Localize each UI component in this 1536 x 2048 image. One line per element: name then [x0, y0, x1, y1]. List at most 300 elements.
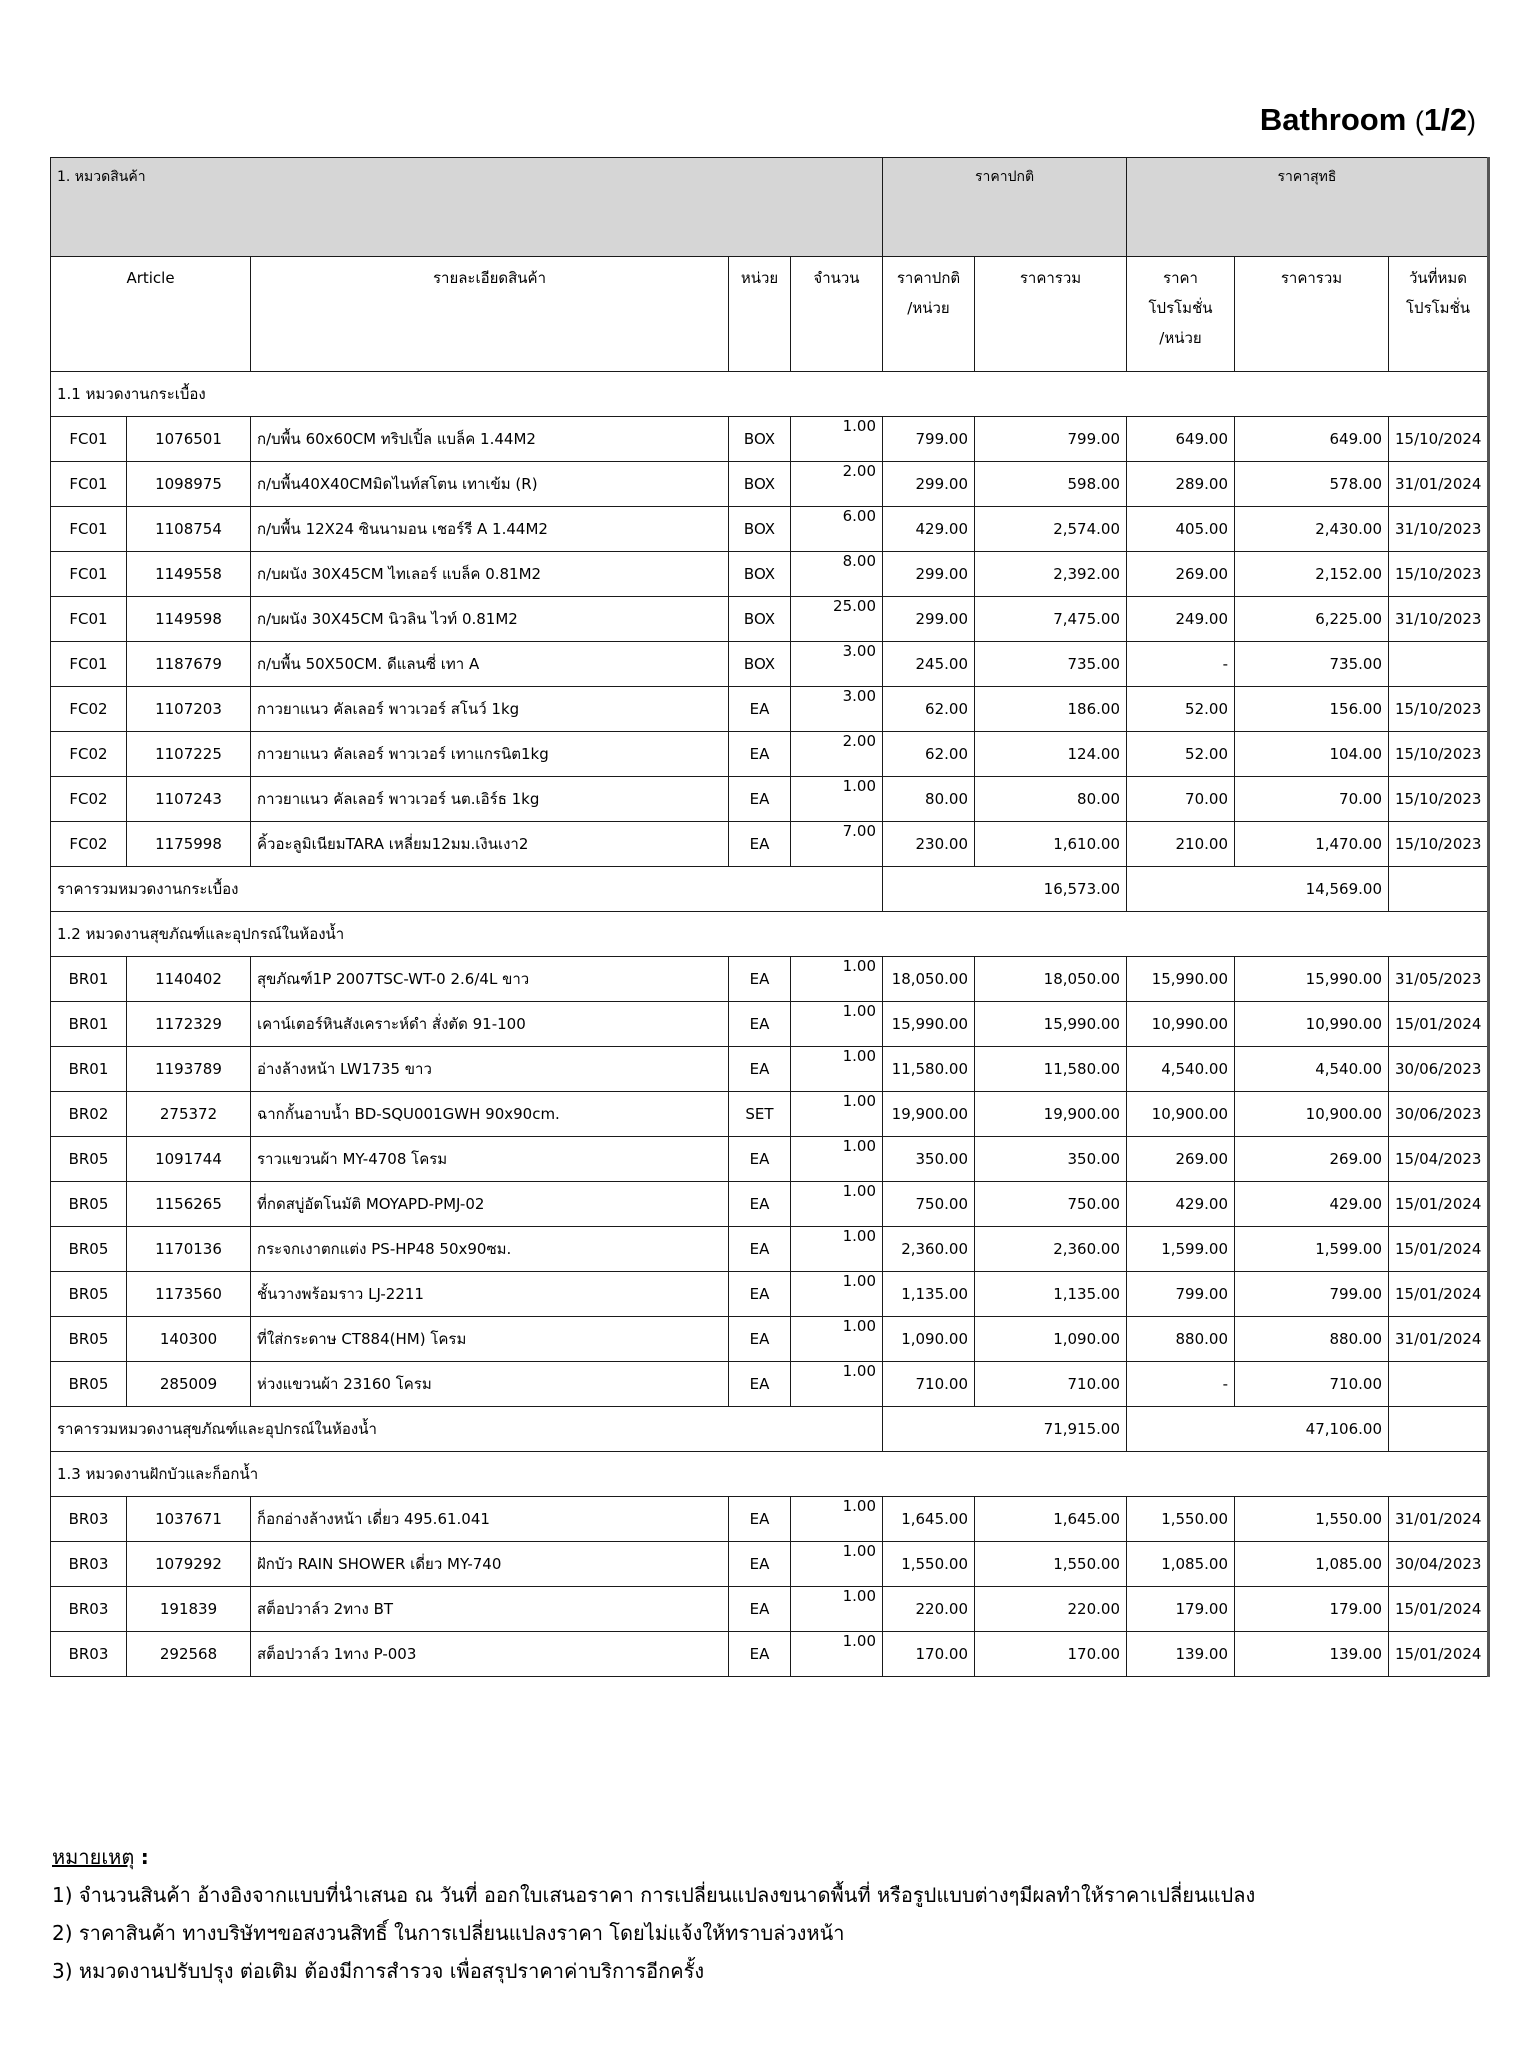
category-code: BR03 [51, 1632, 127, 1677]
article-number: 140300 [127, 1317, 251, 1362]
article-number: 1172329 [127, 1002, 251, 1047]
subtotal-row [51, 867, 1489, 912]
note-item: 3) หมวดงานปรับปรุง ต่อเติม ต้องมีการสำรวจ เพื่อสรุปราคาค่าบริการอีกครั้ง [52, 1959, 705, 1983]
promo-price: 15,990.00 [1127, 957, 1235, 1002]
item-description: กาวยาแนว คัลเลอร์ พาวเวอร์ นต.เอิร์ธ 1kg [251, 777, 729, 822]
item-unit: EA [729, 1272, 791, 1317]
article-number: 1108754 [127, 507, 251, 552]
net-total: 578.00 [1235, 462, 1389, 507]
item-qty: 1.00 [791, 1587, 883, 1632]
item-qty: 1.00 [791, 1002, 883, 1047]
item-unit: BOX [729, 417, 791, 462]
net-total: 139.00 [1235, 1632, 1389, 1677]
total-price: 220.00 [975, 1587, 1127, 1632]
net-total: 735.00 [1235, 642, 1389, 687]
item-description: ฉากกั้นอาบน้ำ BD-SQU001GWH 90x90cm. [251, 1092, 729, 1137]
net-total: 710.00 [1235, 1362, 1389, 1407]
unit-price: 429.00 [883, 507, 975, 552]
category-code: FC01 [51, 507, 127, 552]
item-unit: EA [729, 1542, 791, 1587]
promo-price: - [1127, 642, 1235, 687]
item-description: ก/บผนัง 30X45CM นิวลิน ไวท์ 0.81M2 [251, 597, 729, 642]
total-price: 124.00 [975, 732, 1127, 777]
total-price: 7,475.00 [975, 597, 1127, 642]
unit-price: 245.00 [883, 642, 975, 687]
article-number: 1156265 [127, 1182, 251, 1227]
page-title-close-paren: ) [1467, 106, 1476, 136]
section-header-row [51, 912, 1489, 957]
promo-end-date: 15/10/2023 [1389, 552, 1489, 597]
promo-end-date: 31/10/2023 [1389, 507, 1489, 552]
table-row [51, 552, 1489, 597]
item-qty: 25.00 [791, 597, 883, 642]
total-price: 2,392.00 [975, 552, 1127, 597]
item-unit: BOX [729, 552, 791, 597]
item-qty: 1.00 [791, 417, 883, 462]
table-row [51, 507, 1489, 552]
column-header-row [51, 257, 1489, 372]
net-total: 179.00 [1235, 1587, 1389, 1632]
net-total: 2,152.00 [1235, 552, 1389, 597]
category-code: BR05 [51, 1362, 127, 1407]
unit-price: 1,090.00 [883, 1317, 975, 1362]
article-number: 1187679 [127, 642, 251, 687]
promo-price: 4,540.00 [1127, 1047, 1235, 1092]
unit-price: 299.00 [883, 597, 975, 642]
note-item: 1) จำนวนสินค้า อ้างอิงจากแบบที่นำเสนอ ณ วันที่ ออกใบเสนอราคา การเปลี่ยนแปลงขนาดพื้นที่ หรือรูปแบบต่างๆมีผลทำให้ราคาเปลี่ยนแปลง [52, 1883, 1256, 1907]
promo-end-date: 31/01/2024 [1389, 462, 1489, 507]
promo-end-date: 15/10/2023 [1389, 732, 1489, 777]
quotation-table [50, 157, 1490, 1677]
category-code: BR05 [51, 1227, 127, 1272]
table-row [51, 1137, 1489, 1182]
unit-price: 350.00 [883, 1137, 975, 1182]
item-qty: 3.00 [791, 642, 883, 687]
unit-price: 15,990.00 [883, 1002, 975, 1047]
promo-end-date: 15/01/2024 [1389, 1002, 1489, 1047]
total-price: 598.00 [975, 462, 1127, 507]
item-qty: 1.00 [791, 1362, 883, 1407]
item-unit: EA [729, 1182, 791, 1227]
item-description: ราวแขวนผ้า MY-4708 โครม [251, 1137, 729, 1182]
unit-price: 1,550.00 [883, 1542, 975, 1587]
table-row [51, 1182, 1489, 1227]
page-title-open-paren: ( [1414, 106, 1424, 136]
promo-end-date: 30/06/2023 [1389, 1092, 1489, 1137]
table-row [51, 1632, 1489, 1677]
promo-price: 10,900.00 [1127, 1092, 1235, 1137]
promo-price: 649.00 [1127, 417, 1235, 462]
subtotal-label: ราคารวมหมวดงานสุขภัณฑ์และอุปกรณ์ในห้องน้ำ [51, 1407, 883, 1452]
promo-end-date: 15/01/2024 [1389, 1182, 1489, 1227]
promo-end-date: 30/06/2023 [1389, 1047, 1489, 1092]
article-number: 1149598 [127, 597, 251, 642]
item-unit: SET [729, 1092, 791, 1137]
table-row [51, 1317, 1489, 1362]
promo-end-date: 15/04/2023 [1389, 1137, 1489, 1182]
promo-end-date [1389, 642, 1489, 687]
notes-colon: : [140, 1845, 149, 1869]
unit-price: 750.00 [883, 1182, 975, 1227]
table-row [51, 732, 1489, 777]
item-unit: EA [729, 1317, 791, 1362]
net-total: 880.00 [1235, 1317, 1389, 1362]
item-qty: 1.00 [791, 1272, 883, 1317]
subtotal-total: 16,573.00 [883, 867, 1127, 912]
net-total: 6,225.00 [1235, 597, 1389, 642]
unit-price: 230.00 [883, 822, 975, 867]
item-unit: EA [729, 777, 791, 822]
page-title-main: Bathroom [1259, 102, 1407, 137]
promo-end-date: 15/01/2024 [1389, 1632, 1489, 1677]
category-code: BR05 [51, 1137, 127, 1182]
total-price: 186.00 [975, 687, 1127, 732]
item-qty: 3.00 [791, 687, 883, 732]
category-code: BR03 [51, 1542, 127, 1587]
col-promo-end: วันที่หมด โปรโมชั่น [1389, 257, 1489, 372]
item-qty: 1.00 [791, 1137, 883, 1182]
net-total: 104.00 [1235, 732, 1389, 777]
net-total: 1,085.00 [1235, 1542, 1389, 1587]
item-qty: 1.00 [791, 1092, 883, 1137]
item-unit: EA [729, 732, 791, 777]
item-qty: 8.00 [791, 552, 883, 597]
subtotal-empty-cell [1389, 1407, 1489, 1452]
total-price: 1,645.00 [975, 1497, 1127, 1542]
col-qty: จำนวน [791, 257, 883, 372]
promo-price: 269.00 [1127, 1137, 1235, 1182]
article-number: 1175998 [127, 822, 251, 867]
item-description: ฝักบัว RAIN SHOWER เดี่ยว MY-740 [251, 1542, 729, 1587]
net-total: 10,900.00 [1235, 1092, 1389, 1137]
table-row [51, 462, 1489, 507]
promo-price: 52.00 [1127, 732, 1235, 777]
table-row [51, 1002, 1489, 1047]
category-code: BR01 [51, 957, 127, 1002]
total-price: 2,360.00 [975, 1227, 1127, 1272]
promo-price: 269.00 [1127, 552, 1235, 597]
item-unit: EA [729, 1362, 791, 1407]
item-qty: 1.00 [791, 1227, 883, 1272]
section-title: 1.2 หมวดงานสุขภัณฑ์และอุปกรณ์ในห้องน้ำ [51, 912, 1489, 957]
net-total: 4,540.00 [1235, 1047, 1389, 1092]
table-row [51, 642, 1489, 687]
notes-title: หมายเหตุ [52, 1845, 135, 1869]
item-unit: EA [729, 1632, 791, 1677]
item-description: กาวยาแนว คัลเลอร์ พาวเวอร์ เทาแกรนิต1kg [251, 732, 729, 777]
total-price: 735.00 [975, 642, 1127, 687]
total-price: 19,900.00 [975, 1092, 1127, 1137]
item-unit: EA [729, 1497, 791, 1542]
col-net-total: ราคารวม [1235, 257, 1389, 372]
subtotal-total: 71,915.00 [883, 1407, 1127, 1452]
promo-end-date: 15/01/2024 [1389, 1587, 1489, 1632]
item-description: ที่ใส่กระดาษ CT884(HM) โครม [251, 1317, 729, 1362]
promo-price: 249.00 [1127, 597, 1235, 642]
total-price: 1,135.00 [975, 1272, 1127, 1317]
total-price: 11,580.00 [975, 1047, 1127, 1092]
item-unit: EA [729, 1587, 791, 1632]
net-total: 15,990.00 [1235, 957, 1389, 1002]
net-total: 429.00 [1235, 1182, 1389, 1227]
col-unit-price: ราคาปกติ /หน่วย [883, 257, 975, 372]
subtotal-row [51, 1407, 1489, 1452]
unit-price: 80.00 [883, 777, 975, 822]
item-description: กาวยาแนว คัลเลอร์ พาวเวอร์ สโนว์ 1kg [251, 687, 729, 732]
promo-price: 880.00 [1127, 1317, 1235, 1362]
item-unit: BOX [729, 642, 791, 687]
net-total: 1,599.00 [1235, 1227, 1389, 1272]
total-price: 1,550.00 [975, 1542, 1127, 1587]
article-number: 1193789 [127, 1047, 251, 1092]
promo-price: 429.00 [1127, 1182, 1235, 1227]
unit-price: 170.00 [883, 1632, 975, 1677]
category-code: BR03 [51, 1497, 127, 1542]
item-description: ก/บพื้น 60x60CM ทริปเปิ้ล แบล็ค 1.44M2 [251, 417, 729, 462]
item-unit: EA [729, 957, 791, 1002]
net-total: 1,470.00 [1235, 822, 1389, 867]
total-price: 18,050.00 [975, 957, 1127, 1002]
section-header-row [51, 1452, 1489, 1497]
category-code: FC02 [51, 822, 127, 867]
net-total: 70.00 [1235, 777, 1389, 822]
unit-price: 710.00 [883, 1362, 975, 1407]
table-row [51, 417, 1489, 462]
total-price: 1,090.00 [975, 1317, 1127, 1362]
promo-end-date: 15/10/2023 [1389, 822, 1489, 867]
table-body [51, 158, 1489, 1677]
promo-price: 210.00 [1127, 822, 1235, 867]
item-unit: EA [729, 1002, 791, 1047]
category-code: BR01 [51, 1047, 127, 1092]
promo-end-date: 31/05/2023 [1389, 957, 1489, 1002]
unit-price: 799.00 [883, 417, 975, 462]
promo-price: 1,599.00 [1127, 1227, 1235, 1272]
promo-price: 799.00 [1127, 1272, 1235, 1317]
item-description: ก็อกอ่างล้างหน้า เดี่ยว 495.61.041 [251, 1497, 729, 1542]
item-qty: 1.00 [791, 1317, 883, 1362]
category-code: FC01 [51, 417, 127, 462]
unit-price: 1,645.00 [883, 1497, 975, 1542]
item-description: ก/บผนัง 30X45CM ไทเลอร์ แบล็ค 0.81M2 [251, 552, 729, 597]
article-number: 1037671 [127, 1497, 251, 1542]
net-total: 1,550.00 [1235, 1497, 1389, 1542]
item-qty: 6.00 [791, 507, 883, 552]
table-row [51, 822, 1489, 867]
item-description: ที่กดสบู่อัตโนมัติ MOYAPD-PMJ-02 [251, 1182, 729, 1227]
promo-end-date: 31/01/2024 [1389, 1317, 1489, 1362]
subtotal-net: 47,106.00 [1127, 1407, 1389, 1452]
article-number: 1140402 [127, 957, 251, 1002]
promo-price: 1,550.00 [1127, 1497, 1235, 1542]
item-qty: 1.00 [791, 1047, 883, 1092]
category-code: FC02 [51, 777, 127, 822]
item-description: เคาน์เตอร์หินสังเคราะห์ดำ สั่งตัด 91-100 [251, 1002, 729, 1047]
article-number: 1107243 [127, 777, 251, 822]
item-qty: 1.00 [791, 1632, 883, 1677]
article-number: 285009 [127, 1362, 251, 1407]
item-unit: EA [729, 687, 791, 732]
net-total: 10,990.00 [1235, 1002, 1389, 1047]
promo-end-date: 15/10/2024 [1389, 417, 1489, 462]
total-price: 170.00 [975, 1632, 1127, 1677]
promo-price: 405.00 [1127, 507, 1235, 552]
item-description: อ่างล้างหน้า LW1735 ขาว [251, 1047, 729, 1092]
category-code: FC02 [51, 687, 127, 732]
item-qty: 1.00 [791, 1182, 883, 1227]
item-unit: EA [729, 1227, 791, 1272]
article-number: 1149558 [127, 552, 251, 597]
category-code: FC01 [51, 642, 127, 687]
unit-price: 1,135.00 [883, 1272, 975, 1317]
section-header-row [51, 372, 1489, 417]
table-row [51, 1362, 1489, 1407]
promo-end-date: 15/10/2023 [1389, 777, 1489, 822]
article-number: 292568 [127, 1632, 251, 1677]
item-unit: BOX [729, 597, 791, 642]
item-qty: 2.00 [791, 462, 883, 507]
total-price: 799.00 [975, 417, 1127, 462]
table-row [51, 1047, 1489, 1092]
item-description: สต็อปวาล์ว 1ทาง P-003 [251, 1632, 729, 1677]
item-description: ก/บพื้น 50X50CM. ดีแลนซี่ เทา A [251, 642, 729, 687]
article-number: 275372 [127, 1092, 251, 1137]
item-description: ห่วงแขวนผ้า 23160 โครม [251, 1362, 729, 1407]
promo-price: 70.00 [1127, 777, 1235, 822]
net-total: 649.00 [1235, 417, 1389, 462]
item-qty: 2.00 [791, 732, 883, 777]
category-code: FC01 [51, 597, 127, 642]
promo-price: 139.00 [1127, 1632, 1235, 1677]
item-unit: EA [729, 822, 791, 867]
item-unit: EA [729, 1137, 791, 1182]
table-row [51, 597, 1489, 642]
unit-price: 19,900.00 [883, 1092, 975, 1137]
promo-price: 179.00 [1127, 1587, 1235, 1632]
promo-end-date: 31/10/2023 [1389, 597, 1489, 642]
article-number: 1170136 [127, 1227, 251, 1272]
promo-price: 10,990.00 [1127, 1002, 1235, 1047]
table-row [51, 1542, 1489, 1587]
section-title: 1.3 หมวดงานฝักบัวและก็อกน้ำ [51, 1452, 1489, 1497]
article-number: 1098975 [127, 462, 251, 507]
category-code: BR01 [51, 1002, 127, 1047]
article-number: 1076501 [127, 417, 251, 462]
item-qty: 1.00 [791, 1542, 883, 1587]
note-item: 2) ราคาสินค้า ทางบริษัทฯขอสงวนสิทธิ์ ในการเปลี่ยนแปลงราคา โดยไม่แจ้งให้ทราบล่วงหน้า [52, 1921, 845, 1945]
category-code: FC01 [51, 552, 127, 597]
subtotal-label: ราคารวมหมวดงานกระเบื้อง [51, 867, 883, 912]
section-title: 1.1 หมวดงานกระเบื้อง [51, 372, 1489, 417]
item-unit: BOX [729, 462, 791, 507]
item-description: ก/บพื้น40X40CMมิดไนท์สโตน เทาเข้ม (R) [251, 462, 729, 507]
item-description: กระจกเงาตกแต่ง PS-HP48 50x90ซม. [251, 1227, 729, 1272]
unit-price: 2,360.00 [883, 1227, 975, 1272]
table-row [51, 957, 1489, 1002]
total-price: 350.00 [975, 1137, 1127, 1182]
unit-price: 11,580.00 [883, 1047, 975, 1092]
table-row [51, 1587, 1489, 1632]
unit-price: 299.00 [883, 552, 975, 597]
unit-price: 62.00 [883, 732, 975, 777]
col-total: ราคารวม [975, 257, 1127, 372]
item-qty: 1.00 [791, 777, 883, 822]
promo-price: 52.00 [1127, 687, 1235, 732]
item-unit: EA [729, 1047, 791, 1092]
category-code: BR05 [51, 1272, 127, 1317]
total-price: 1,610.00 [975, 822, 1127, 867]
col-unit: หน่วย [729, 257, 791, 372]
page-number: 1/2 [1423, 102, 1467, 137]
category-header-row [51, 158, 1489, 257]
unit-price: 299.00 [883, 462, 975, 507]
net-total: 2,430.00 [1235, 507, 1389, 552]
table-row [51, 1092, 1489, 1137]
subtotal-net: 14,569.00 [1127, 867, 1389, 912]
table-row [51, 777, 1489, 822]
promo-end-date: 30/04/2023 [1389, 1542, 1489, 1587]
article-number: 1173560 [127, 1272, 251, 1317]
item-description: ก/บพื้น 12X24 ซินนามอน เชอร์รี A 1.44M2 [251, 507, 729, 552]
article-number: 1107225 [127, 732, 251, 777]
net-total: 269.00 [1235, 1137, 1389, 1182]
net-total: 799.00 [1235, 1272, 1389, 1317]
page-title [0, 102, 1476, 138]
item-qty: 1.00 [791, 957, 883, 1002]
unit-price: 220.00 [883, 1587, 975, 1632]
unit-price: 18,050.00 [883, 957, 975, 1002]
promo-end-date: 15/01/2024 [1389, 1227, 1489, 1272]
subtotal-empty-cell [1389, 867, 1489, 912]
category-code: BR02 [51, 1092, 127, 1137]
item-description: สต็อปวาล์ว 2ทาง BT [251, 1587, 729, 1632]
total-price: 15,990.00 [975, 1002, 1127, 1047]
total-price: 710.00 [975, 1362, 1127, 1407]
table-row [51, 1272, 1489, 1317]
net-total: 156.00 [1235, 687, 1389, 732]
col-description: รายละเอียดสินค้า [251, 257, 729, 372]
item-description: สุขภัณฑ์1P 2007TSC-WT-0 2.6/4L ขาว [251, 957, 729, 1002]
promo-end-date [1389, 1362, 1489, 1407]
promo-price: 1,085.00 [1127, 1542, 1235, 1587]
article-number: 1079292 [127, 1542, 251, 1587]
table-row [51, 1227, 1489, 1272]
promo-end-date: 15/10/2023 [1389, 687, 1489, 732]
category-code: BR05 [51, 1317, 127, 1362]
total-price: 750.00 [975, 1182, 1127, 1227]
net-price-group-header: ราคาสุทธิ [1127, 158, 1489, 257]
article-number: 191839 [127, 1587, 251, 1632]
normal-price-group-header: ราคาปกติ [883, 158, 1127, 257]
article-number: 1091744 [127, 1137, 251, 1182]
category-code: FC01 [51, 462, 127, 507]
notes [52, 1838, 1255, 1990]
item-unit: BOX [729, 507, 791, 552]
item-description: ชั้นวางพร้อมราว LJ-2211 [251, 1272, 729, 1317]
promo-end-date: 15/01/2024 [1389, 1272, 1489, 1317]
col-promo-price: ราคา โปรโมชั่น /หน่วย [1127, 257, 1235, 372]
col-article: Article [51, 257, 251, 372]
article-number: 1107203 [127, 687, 251, 732]
promo-price: - [1127, 1362, 1235, 1407]
promo-end-date: 31/01/2024 [1389, 1497, 1489, 1542]
item-qty: 7.00 [791, 822, 883, 867]
category-code: BR05 [51, 1182, 127, 1227]
total-price: 2,574.00 [975, 507, 1127, 552]
promo-price: 289.00 [1127, 462, 1235, 507]
category-title: 1. หมวดสินค้า [51, 158, 883, 257]
category-code: FC02 [51, 732, 127, 777]
